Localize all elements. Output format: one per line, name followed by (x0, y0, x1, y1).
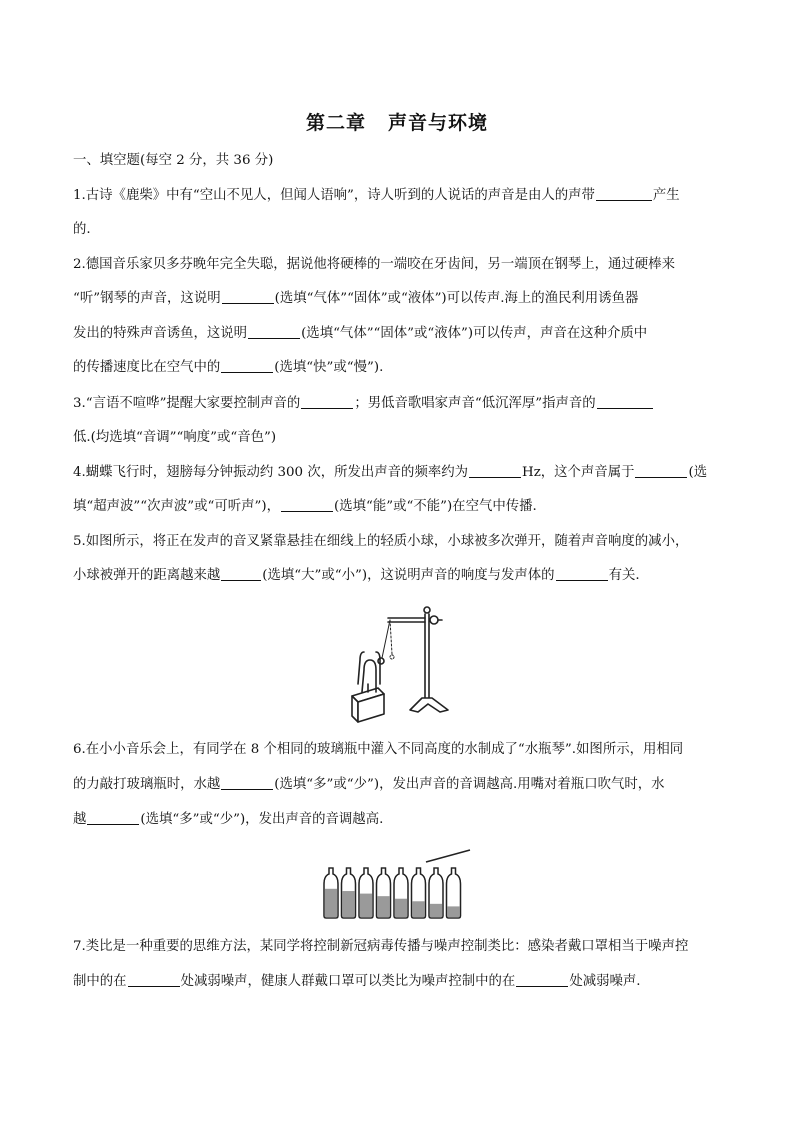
question-text: 填“超声波”“次声波”或“可听声”)， (73, 499, 280, 514)
question-1-line-1 (73, 187, 723, 205)
question-5-line-2 (73, 567, 723, 585)
answer-blank[interactable] (248, 325, 300, 339)
chapter-number: 第二章 (305, 112, 366, 134)
question-6-line-3 (73, 811, 723, 829)
question-2-line-4 (73, 359, 723, 377)
question-text: 4.蝴蝶飞行时，翅膀每分钟振动约 300 次，所发出声音的频率约为 (73, 465, 469, 480)
question-text: 的传播速度比在空气中的 (73, 360, 221, 375)
answer-blank[interactable] (596, 187, 652, 201)
question-text: (选填“气体”“固体”或“液体”)可以传声，声音在这种介质中 (301, 326, 648, 341)
question-text: (选 (688, 465, 708, 480)
bottle (359, 868, 373, 918)
question-1-line-2: 的. (73, 222, 91, 237)
tuning-fork (358, 652, 380, 692)
question-text: 处减弱噪声. (569, 974, 641, 989)
answer-blank[interactable] (301, 395, 353, 409)
water-level (360, 894, 372, 917)
question-6-line-1: 6.在小小音乐会上，有同学在 8 个相同的玻璃瓶中灌入不同高度的水制成了“水瓶琴”.如图所示，用相同 (73, 742, 684, 757)
question-4-line-2 (73, 498, 723, 516)
question-7-line-2 (73, 973, 723, 991)
answer-blank[interactable] (221, 776, 273, 790)
answer-blank[interactable] (222, 290, 274, 304)
section-heading: 一、填空题(每空 2 分，共 36 分) (73, 153, 274, 168)
question-text: 小球被弹开的距离越来越 (73, 568, 221, 583)
question-text: 越 (73, 812, 87, 827)
answer-blank[interactable] (516, 973, 568, 987)
answer-blank[interactable] (469, 464, 521, 478)
water-level (325, 889, 337, 917)
question-5-line-1: 5.如图所示，将正在发声的音叉紧靠悬挂在细线上的轻质小球，小球被多次弹开，随着声音响度的减小， (73, 534, 689, 549)
water-level (448, 906, 460, 917)
striking-stick (426, 850, 470, 862)
water-level (343, 891, 355, 917)
question-text: 3.“言语不喧哗”提醒大家要控制声音的 (73, 396, 301, 411)
bottle (394, 868, 408, 918)
resonance-box (352, 688, 384, 722)
question-3-line-2: 低.(均选填“音调”“响度”或“音色”) (73, 430, 277, 445)
bottle (429, 868, 443, 918)
tuning-fork-pendulum-figure (330, 600, 470, 730)
question-text: (选填“能”或“不能”)在空气中传播. (334, 499, 537, 514)
question-text: 产生 (652, 188, 680, 203)
question-2-line-2 (73, 290, 723, 308)
question-text: ；男低音歌唱家声音“低沉浑厚”指声音的 (354, 396, 596, 411)
question-text: 发出的特殊声音诱鱼，这说明 (73, 326, 248, 341)
bottle (447, 868, 461, 918)
question-text: (选填“气体”“固体”或“液体”)可以传声.海上的渔民利用诱鱼器 (274, 291, 639, 306)
answer-blank[interactable] (597, 395, 653, 409)
water-level (430, 904, 442, 917)
iron-stand (388, 607, 448, 712)
question-7-line-1: 7.类比是一种重要的思维方法，某同学将控制新冠病毒传播与噪声控制类比：感染者戴口罩相当于噪声控 (73, 939, 689, 954)
question-3-line-1 (73, 395, 723, 413)
answer-blank[interactable] (221, 567, 261, 581)
water-level (413, 901, 425, 917)
water-bottle-xylophone-figure (318, 848, 478, 922)
question-6-line-2 (73, 776, 723, 794)
question-text: 处减弱噪声，健康人群戴口罩可以类比为噪声控制中的在 (180, 974, 516, 989)
answer-blank[interactable] (556, 567, 608, 581)
question-text: 有关. (608, 568, 640, 583)
bottle (324, 868, 338, 918)
question-text: 制中的在 (73, 974, 127, 989)
question-text: (选填“多”或“少”)，发出声音的音调越高.用嘴对着瓶口吹气时，水 (274, 777, 665, 792)
question-text: Hz，这个声音属于 (522, 465, 635, 480)
answer-blank[interactable] (221, 359, 273, 373)
water-level (395, 899, 407, 917)
question-2-line-3 (73, 325, 723, 343)
answer-blank[interactable] (635, 464, 687, 478)
question-text: (选填“多”或“少”)，发出声音的音调越高. (140, 812, 384, 827)
question-text: “听”钢琴的声音，这说明 (73, 291, 221, 306)
pendulum-ball (378, 620, 394, 664)
question-2-line-1: 2.德国音乐家贝多芬晚年完全失聪，据说他将硬棒的一端咬在牙齿间，另一端顶在钢琴上，通过硬棒来 (73, 257, 675, 272)
question-text: 的力敲打玻璃瓶时，水越 (73, 777, 221, 792)
question-text: (选填“快”或“慢”). (274, 360, 384, 375)
question-text: (选填“大”或“小”)，这说明声音的响度与发声体的 (262, 568, 555, 583)
question-text: 1.古诗《鹿柴》中有“空山不见人，但闻人语响”，诗人听到的人说话的声音是由人的声带 (73, 188, 595, 203)
bottle (342, 868, 356, 918)
bottle (377, 868, 391, 918)
water-level (378, 896, 390, 917)
answer-blank[interactable] (281, 498, 333, 512)
bottle (412, 868, 426, 918)
answer-blank[interactable] (87, 811, 139, 825)
page-title (0, 108, 794, 135)
question-4-line-1 (73, 464, 723, 482)
chapter-name: 声音与环境 (388, 112, 489, 134)
answer-blank[interactable] (128, 973, 180, 987)
